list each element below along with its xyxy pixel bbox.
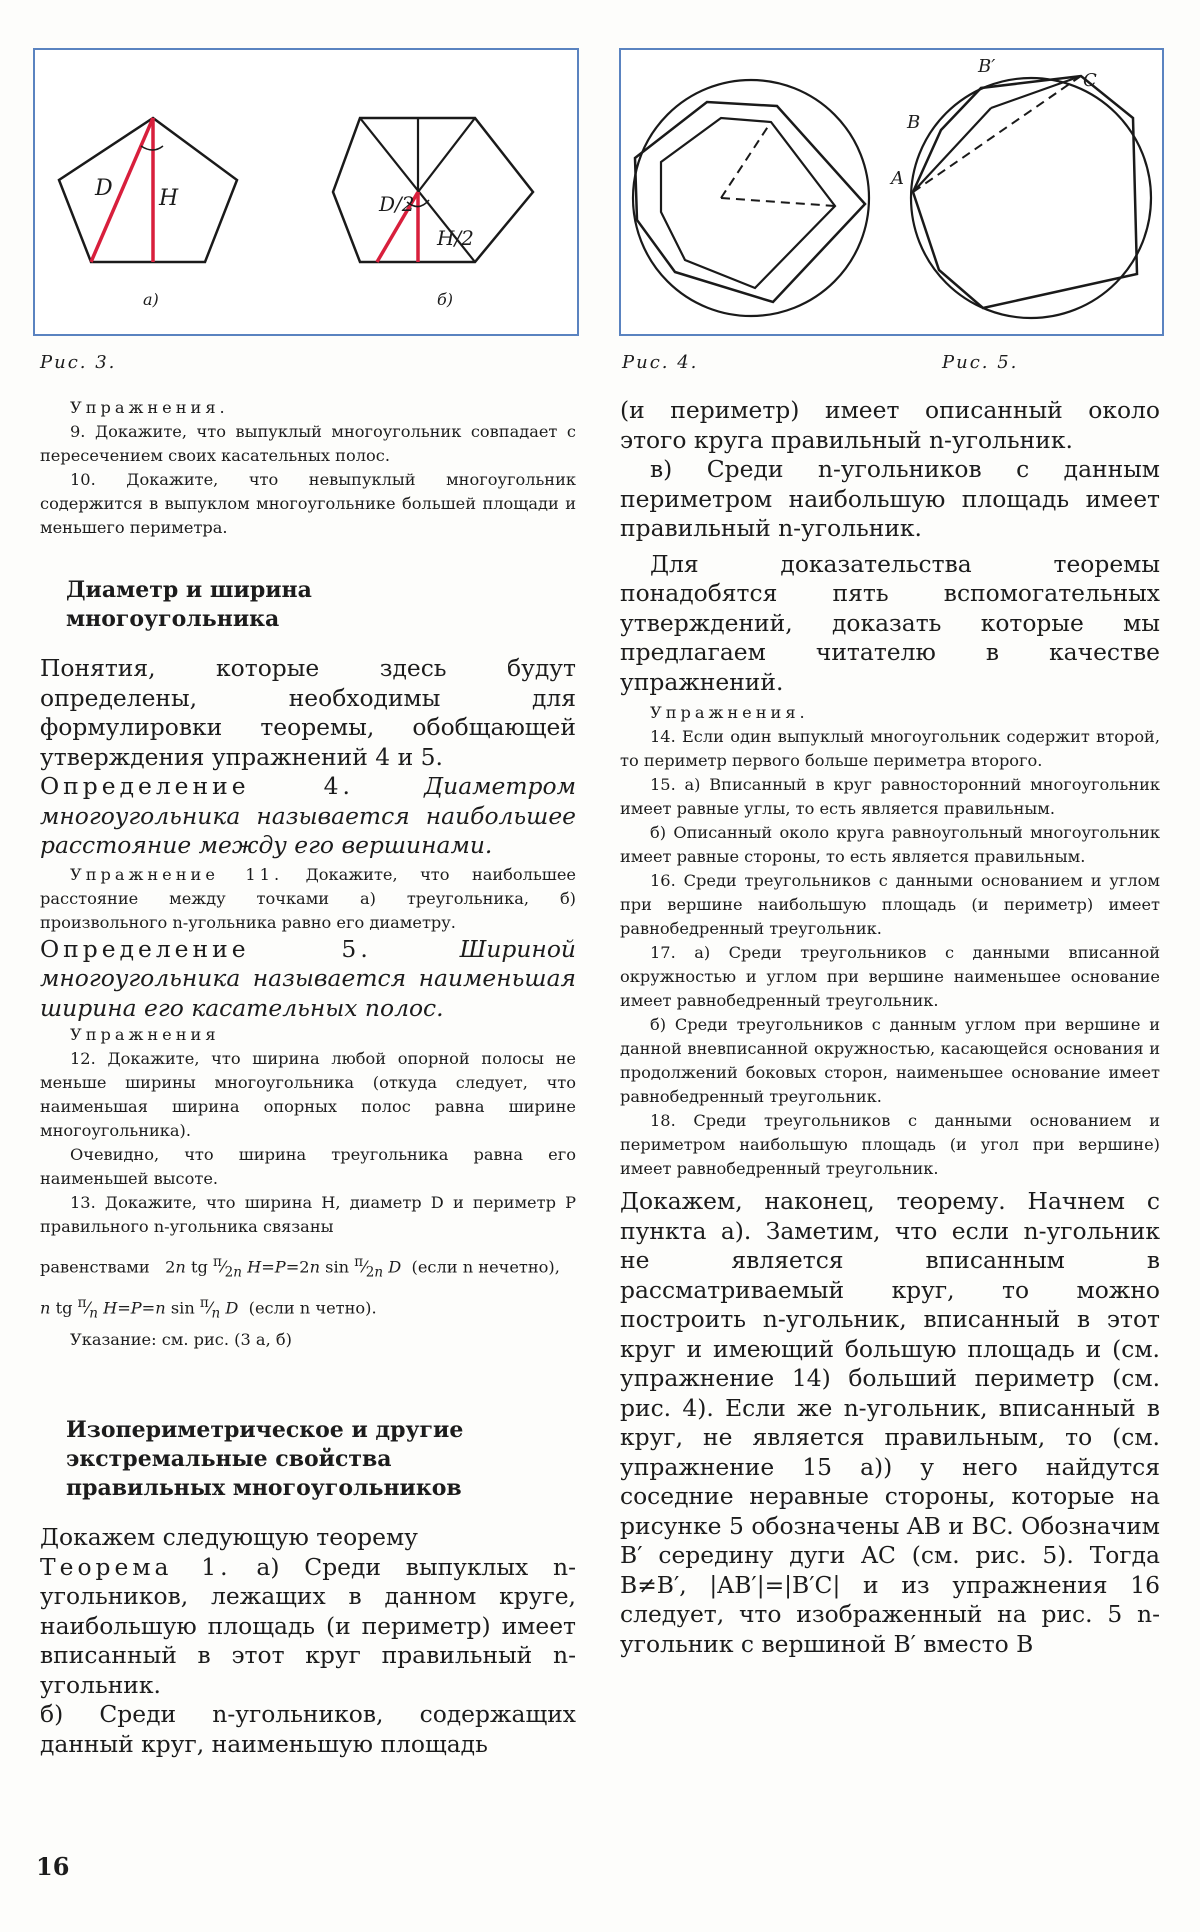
fig3-label-D: D [95, 176, 113, 201]
fig4-inscribed-polygon [635, 102, 865, 302]
fig5-label-B: B [907, 112, 921, 133]
theorem-1-label: Теорема 1. [40, 1552, 232, 1581]
fig3-sublabel-b: б) [437, 290, 454, 309]
hint: Указание: см. рис. (3 а, б) [70, 1330, 292, 1350]
theorem-1-c: в) Среди n-угольников с данным периметром наибольшую площадь имеет правильный n-угольник. [620, 455, 1160, 542]
exercises-heading-3: Упражнения. [650, 703, 809, 722]
theorem-1-b-continued: (и периметр) имеет описанный около этого круга правильный n-угольник. [620, 396, 1160, 454]
definition-5-text: Шириной многоугольника называется наименьшая ширина его касательных полос. [40, 934, 576, 1022]
exercise-13-intro: 13. Докажите, что ширина H, диаметр D и периметр P правильного n-угольника связаны [40, 1193, 576, 1236]
observation: Очевидно, что ширина треугольника равна его наименьшей высоте. [40, 1145, 576, 1188]
definition-4 [40, 772, 576, 861]
hexagon-shape [333, 118, 533, 262]
fig5-caption: Рис. 5. [942, 352, 1019, 373]
left-column [40, 396, 576, 1759]
proof-paragraph: Докажем, наконец, теорему. Начнем с пункта а). Заметим, что если n-угольник не является вписанным в рассматриваемый круг, то можно построить n-угольник, вписанный в этот круг и имеющий большую площадь и (см. упражнение 14) больший периметр (см. рис. 4). Если же n-угольник, вписанный в круг, не является правильным, то (см. упражнение 15 а)) у него найдутся соседние неравные стороны, которые на рисунке 5 обозначены AB и BC. Обозначим B′ середину дуги AC (см. рис. 5). Тогда B≠B′, |AB′|=|B′C| и из упражнения 16 следует, что изображенный на рис. 5 n-угольник с вершиной B′ вместо B [620, 1187, 1160, 1658]
definition-5-label: Определение 5. [40, 934, 372, 963]
pentagon-shape [59, 118, 237, 262]
equation-1-condition: (если n нечетно), [411, 1257, 560, 1277]
fig3-label-H2: H/2 [437, 226, 474, 250]
exercise-16: 16. Среди треугольников с данными основанием и углом при вершине наибольшую площадь (и периметр) имеет равнобедренный треугольник. [620, 871, 1160, 938]
fig5-polygon [913, 76, 1137, 308]
exercise-9: 9. Докажите, что выпуклый многоугольник совпадает с пересечением своих касательных полос. [40, 422, 576, 465]
fig5-label-B-prime: B′ [978, 56, 996, 77]
exercise-17b: б) Среди треугольников с данным углом при вершине и данной вневписанной окружностью, касающейся основания и продолжений боковых сторон, наименьшее основание имеет равнобедренный треугольник. [620, 1015, 1160, 1106]
fig3-label-D2: D/2 [379, 192, 415, 216]
exercise-15a: 15. а) Вписанный в круг равносторонний многоугольник имеет равные углы, то есть является правильным. [620, 775, 1160, 818]
exercise-13-equation-1: равенствами 2n tg $^\pi⁄_{2n}$ H=P=2n $\sin ^\pi⁄_{2n}$ D (если n нечетно), [40, 1254, 560, 1281]
page-number: 16 [36, 1852, 70, 1881]
figure-4-5 [619, 48, 1164, 336]
definition-4-label: Определение 4. [40, 772, 354, 800]
paragraph-auxiliary: Для доказательства теоремы понадобятся пять вспомогательных утверждений, доказать которые мы предлагаем читателю в качестве упражнений. [620, 549, 1160, 696]
exercise-18: 18. Среди треугольников с данными основанием и периметром наибольшую площадь (и угол при вершине) имеет равнобедренный треугольник. [620, 1111, 1160, 1178]
exercises-heading-1: Упражнения. [70, 398, 229, 417]
fig3-label-H: H [159, 186, 179, 211]
equation-2-condition: (если n четно). [248, 1298, 377, 1318]
exercise-11-text: Докажите, что наибольшее расстояние между точками а) треугольника, б) произвольного n-угольника равно его диаметру. [40, 864, 576, 932]
fig5-circle [911, 78, 1151, 318]
theorem-1-b: б) Среди n-угольников, содержащих данный круг, наименьшую площадь [40, 1700, 576, 1758]
fig4-caption: Рис. 4. [622, 352, 699, 373]
exercise-14: 14. Если один выпуклый многоугольник содержит второй, то периметр первого больше периметра второго. [620, 727, 1160, 770]
figure-3-drawing [35, 50, 577, 334]
exercise-11 [40, 863, 576, 935]
section-title-diameter: Диаметр и ширина многоугольника [66, 577, 312, 632]
paragraph-theorem-intro: Докажем следующую теорему [40, 1523, 418, 1552]
exercise-17a: 17. а) Среди треугольников с данными вписанной окружностью и углом при вершине наименьшее основание имеет равнобедренный треугольник. [620, 943, 1160, 1010]
fig3-sublabel-a: а) [143, 290, 159, 309]
fig5-label-C: C [1083, 70, 1097, 91]
exercise-13-equation-2: n tg $^\pi⁄_n$ H=P=n $\sin ^\pi⁄_n$ D (если n четно). [40, 1294, 377, 1322]
paragraph-concepts: Понятия, которые здесь будут определены, необходимы для формулировки теоремы, обобщающей утверждения упражнений 4 и 5. [40, 654, 576, 771]
definition-4-text: Диаметром многоугольника называется наибольшее расстояние между его вершинами. [40, 772, 576, 859]
exercise-10: 10. Докажите, что невыпуклый многоугольник содержится в выпуклом многоугольнике большей площади и меньшего периметра. [40, 470, 576, 537]
fig3-caption: Рис. 3. [40, 352, 117, 373]
exercises-heading-2: Упражнения [70, 1025, 220, 1044]
section-title-isoperimetric: Изопериметрическое и другие экстремальные свойства правильных многоугольников [66, 1417, 464, 1502]
theorem-1-a: а) Среди выпуклых n-угольников, лежащих в данном круге, наибольшую площадь (и периметр) имеет вписанный в этот круг правильный n-угольник. [40, 1552, 577, 1699]
figure-3 [33, 48, 579, 336]
fig4-circle [633, 80, 869, 316]
exercise-11-label: Упражнение 11. [70, 864, 284, 884]
equation-prefix: равенствами [40, 1257, 150, 1277]
theorem-1 [40, 1553, 576, 1701]
right-column [620, 396, 1160, 1659]
figure-4-5-drawing [621, 50, 1162, 334]
fig5-label-A: A [891, 168, 904, 189]
exercise-12: 12. Докажите, что ширина любой опорной полосы не меньше ширины многоугольника (откуда следует, что наименьшая ширина опорных полос равна ширине многоугольника). [40, 1049, 576, 1140]
definition-5 [40, 935, 576, 1024]
exercise-15b: б) Описанный около круга равноугольный многоугольник имеет равные стороны, то есть является правильным. [620, 823, 1160, 866]
